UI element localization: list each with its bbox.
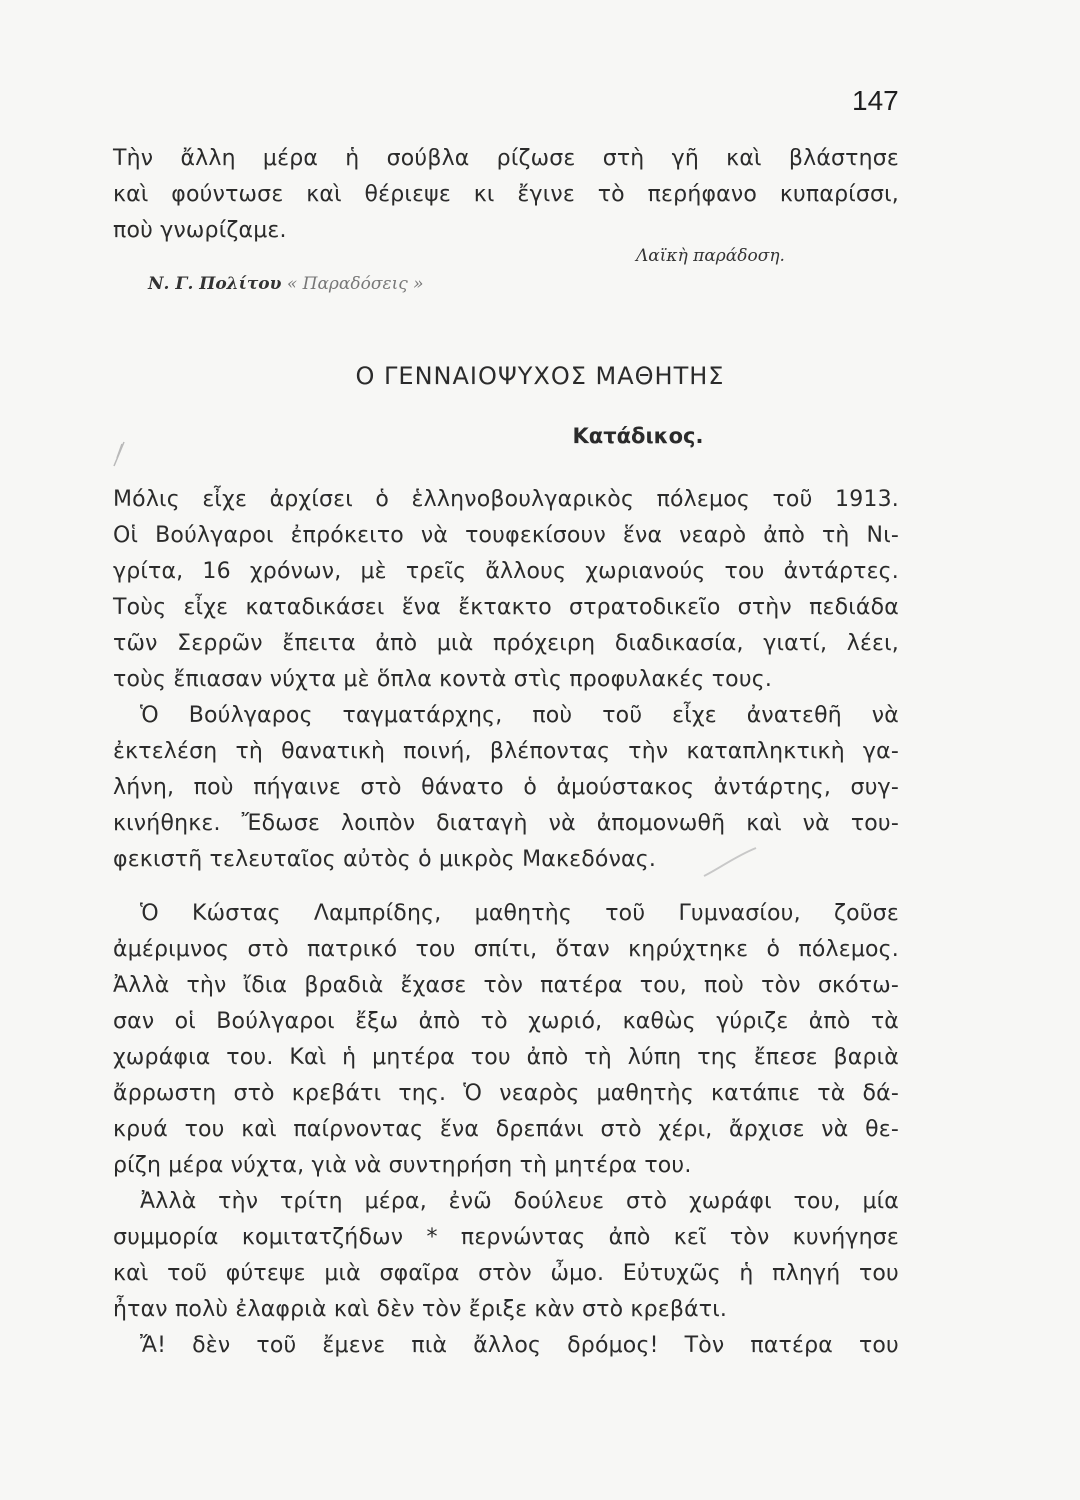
body-line: Οἱ Βούλγαροι ἐπρόκειτο νὰ τουφεκίσουν ἕνα νεαρὸ ἀπὸ τὴ Νι- [113, 523, 899, 548]
source-attribution-left [148, 274, 424, 294]
chapter-title: Ο ΓΕΝΝΑΙΟΨΥΧΟΣ ΜΑΘΗΤΗΣ [355, 362, 725, 390]
body-line: φεκιστῆ τελευταῖος αὐτὸς ὁ μικρὸς Μακεδόνας. [113, 847, 657, 872]
body-line: Ἄ! δὲν τοῦ ἔμενε πιὰ ἄλλος δρόμος! Τὸν πατέρα του [140, 1333, 899, 1358]
body-line: ἀμέριμνος στὸ πατρικό του σπίτι, ὅταν κηρύχτηκε ὁ πόλεμος. [113, 937, 899, 962]
source-author: Ν. Γ. Πολίτου [148, 274, 282, 294]
pencil-mark-icon [108, 440, 128, 470]
body-line: κινήθηκε. Ἔδωσε λοιπὸν διαταγὴ νὰ ἀπομονωθῆ καὶ νὰ του- [113, 811, 899, 836]
subtitle-text: Κατάδικος. [572, 424, 704, 448]
body-line: Ἀλλὰ τὴν τρίτη μέρα, ἐνῶ δούλευε στὸ χωράφι του, μία [140, 1189, 899, 1214]
body-line: καὶ τοῦ φύτεψε μιὰ σφαῖρα στὸν ὦμο. Εὐτυχῶς ἡ πληγή του [113, 1261, 899, 1286]
body-line: ρίζη μέρα νύχτα, γιὰ νὰ συντηρήση τὴ μητέρα του. [113, 1153, 692, 1178]
page-number: 147 [852, 85, 899, 116]
intro-line: Τὴν ἄλλη μέρα ἡ σούβλα ρίζωσε στὴ γῆ καὶ βλάστησε [113, 146, 899, 171]
intro-line: καὶ φούντωσε καὶ θέριεψε κι ἔγινε τὸ περήφανο κυπαρίσσι, [113, 182, 899, 207]
body-line: Ἀλλὰ τὴν ἴδια βραδιὰ ἔχασε τὸν πατέρα του, ποὺ τὸν σκότω- [113, 973, 899, 998]
source-work: « Παραδόσεις » [286, 274, 424, 294]
body-line: Μόλις εἶχε ἀρχίσει ὁ ἑλληνοβουλγαρικὸς πόλεμος τοῦ 1913. [113, 487, 899, 512]
body-line: ἦταν πολὺ ἐλαφριὰ καὶ δὲν τὸν ἔριξε κὰν στὸ κρεβάτι. [113, 1297, 728, 1322]
body-line: ἄρρωστη στὸ κρεβάτι της. Ὁ νεαρὸς μαθητὴς κατάπιε τὰ δά- [113, 1081, 899, 1106]
body-line: ἐκτελέση τὴ θανατικὴ ποινή, βλέποντας τὴν καταπληκτικὴ γα- [113, 739, 899, 764]
body-line: γρίτα, 16 χρόνων, μὲ τρεῖς ἄλλους χωριανούς του ἀντάρτες. [113, 559, 899, 584]
body-line: Ὁ Βούλγαρος ταγματάρχης, ποὺ τοῦ εἶχε ἀνατεθῆ νὰ [140, 703, 899, 728]
body-line: τοὺς ἔπιασαν νύχτα μὲ ὅπλα κοντὰ στὶς προφυλακές τους. [113, 667, 773, 692]
body-line: λήνη, ποὺ πήγαινε στὸ θάνατο ὁ ἀμούστακος ἀντάρτης, συγ- [113, 775, 899, 800]
body-line: σαν οἱ Βούλγαροι ἔξω ἀπὸ τὸ χωριό, καθὼς γύριζε ἀπὸ τὰ [113, 1009, 899, 1034]
body-line: Τοὺς εἶχε καταδικάσει ἕνα ἔκτακτο στρατοδικεῖο στὴν πεδιάδα [113, 595, 899, 620]
body-line: Ὁ Κώστας Λαμπρίδης, μαθητὴς τοῦ Γυμνασίου, ζοῦσε [140, 901, 899, 926]
body-line: χωράφια του. Καὶ ἡ μητέρα του ἀπὸ τὴ λύπη της ἔπεσε βαριὰ [113, 1045, 899, 1070]
body-line: τῶν Σερρῶν ἔπειτα ἀπὸ μιὰ πρόχειρη διαδικασία, γιατί, λέει, [113, 631, 899, 656]
chapter-subtitle [0, 424, 946, 448]
source-attribution-right: Λαϊκὴ παράδοση. [636, 246, 785, 266]
intro-line: ποὺ γνωρίζαμε. [113, 218, 287, 243]
body-line: συμμορία κομιτατζήδων * περνώντας ἀπὸ κεῖ τὸν κυνήγησε [113, 1225, 899, 1250]
pen-stroke-mark-icon [700, 844, 760, 880]
body-line: κρυά του καὶ παίρνοντας ἕνα δρεπάνι στὸ χέρι, ἄρχισε νὰ θε- [113, 1117, 899, 1142]
